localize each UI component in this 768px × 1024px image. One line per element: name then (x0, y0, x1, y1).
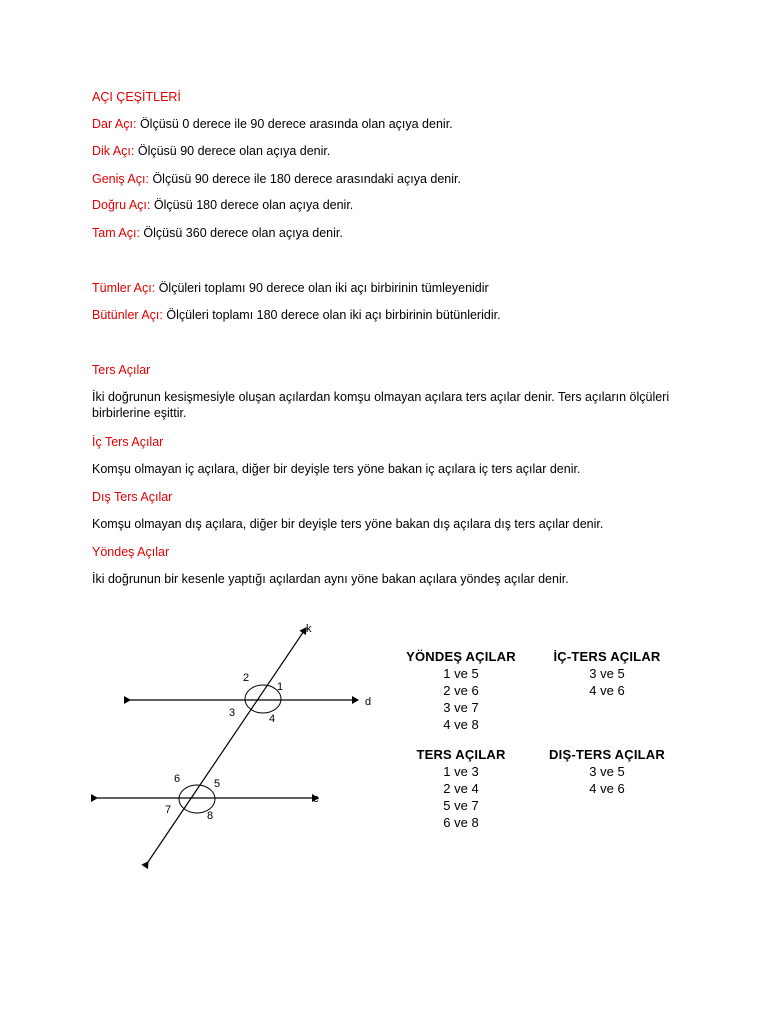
table-item: 1 ve 3 (443, 764, 479, 779)
definition-term: Dar Açı: (92, 117, 137, 131)
table-title: YÖNDEŞ AÇILAR (406, 649, 516, 664)
section-heading-yondes-acilar: Yöndeş Açılar (92, 545, 170, 559)
table-item: 3 ve 5 (589, 764, 625, 779)
section-body-ic-ters-acilar: Komşu olmayan iç açılara, diğer bir deyişle ters yöne bakan iç açılara iç ters açılar denir. (92, 462, 581, 476)
angle-label-2: 2 (243, 672, 250, 684)
definition-text: Ölçüleri toplamı 90 derece olan iki açı birbirinin tümleyenidir (155, 281, 489, 295)
angle-arc-upper (245, 685, 281, 713)
angle-label-8: 8 (207, 810, 214, 822)
table-item: 5 ve 7 (443, 798, 479, 813)
definition-term: Tam Açı: (92, 226, 140, 240)
definition-text: Ölçüsü 90 derece ile 180 derece arasındaki açıya denir. (148, 172, 461, 186)
definition-term: Bütünler Açı: (92, 308, 163, 322)
table-item: 3 ve 5 (589, 666, 625, 681)
definition-term: Geniş Açı: (92, 172, 149, 186)
line-k (148, 628, 306, 862)
definition-genis-aci (92, 171, 461, 187)
definition-text: Ölçüsü 360 derece olan açıya denir. (139, 226, 343, 240)
definition-dar-aci (92, 116, 453, 132)
section-heading-ic-ters-acilar: İç Ters Açılar (92, 435, 164, 449)
section-body-yondes-acilar: İki doğrunun bir kesenle yaptığı açılardan aynı yöne bakan açılara yöndeş açılar denir. (92, 572, 569, 586)
definition-dik-aci (92, 143, 330, 159)
transversal-diagram (90, 618, 390, 870)
label-d: d (365, 696, 372, 708)
table-item: 4 ve 6 (589, 781, 625, 796)
section-body-ters-acilar: İki doğrunun kesişmesiyle oluşan açılardan komşu olmayan açılara ters açılar denir. Ters açıların ölçüleri birbirlerine eşittir. (92, 390, 670, 420)
definition-term: Doğru Açı: (92, 198, 151, 212)
definition-tam-aci (92, 225, 343, 241)
definition-butunler-aci (92, 307, 501, 323)
definition-text: Ölçüsü 180 derece olan açıya denir. (150, 198, 354, 212)
section-heading-ters-acilar: Ters Açılar (92, 363, 151, 377)
table-item: 1 ve 5 (443, 666, 479, 681)
document-title: AÇI ÇEŞİTLERİ (92, 90, 181, 104)
table-dis-ters-acilar (536, 746, 678, 797)
table-yondes-acilar (396, 648, 526, 733)
label-e: e (313, 793, 320, 805)
definition-text: Ölçüsü 90 derece olan açıya denir. (134, 144, 331, 158)
section-body-dis-ters-acilar: Komşu olmayan dış açılara, diğer bir deyişle ters yöne bakan dış açılara dış ters açılar denir. (92, 517, 604, 531)
table-ters-acilar (396, 746, 526, 831)
table-title: TERS AÇILAR (416, 747, 506, 762)
table-title: DIŞ-TERS AÇILAR (549, 747, 665, 762)
angle-label-6: 6 (174, 773, 181, 785)
definition-text: Ölçüleri toplamı 180 derece olan iki açı birbirinin bütünleridir. (162, 308, 501, 322)
table-item: 4 ve 6 (589, 683, 625, 698)
table-item: 4 ve 8 (443, 717, 479, 732)
definition-tumler-aci (92, 280, 489, 296)
angle-label-4: 4 (269, 713, 276, 725)
table-title: İÇ-TERS AÇILAR (553, 649, 661, 664)
angle-label-7: 7 (165, 804, 172, 816)
table-item: 2 ve 4 (443, 781, 479, 796)
definition-term: Tümler Açı: (92, 281, 156, 295)
definition-dogru-aci (92, 197, 353, 213)
table-ic-ters-acilar (540, 648, 674, 699)
label-k: k (306, 623, 312, 635)
angle-label-5: 5 (214, 778, 221, 790)
angle-label-3: 3 (229, 707, 236, 719)
angle-label-1: 1 (277, 681, 284, 693)
table-item: 6 ve 8 (443, 815, 479, 830)
table-item: 3 ve 7 (443, 700, 479, 715)
definition-term: Dik Açı: (92, 144, 135, 158)
table-item: 2 ve 6 (443, 683, 479, 698)
section-heading-dis-ters-acilar: Dış Ters Açılar (92, 490, 173, 504)
definition-text: Ölçüsü 0 derece ile 90 derece arasında olan açıya denir. (136, 117, 453, 131)
